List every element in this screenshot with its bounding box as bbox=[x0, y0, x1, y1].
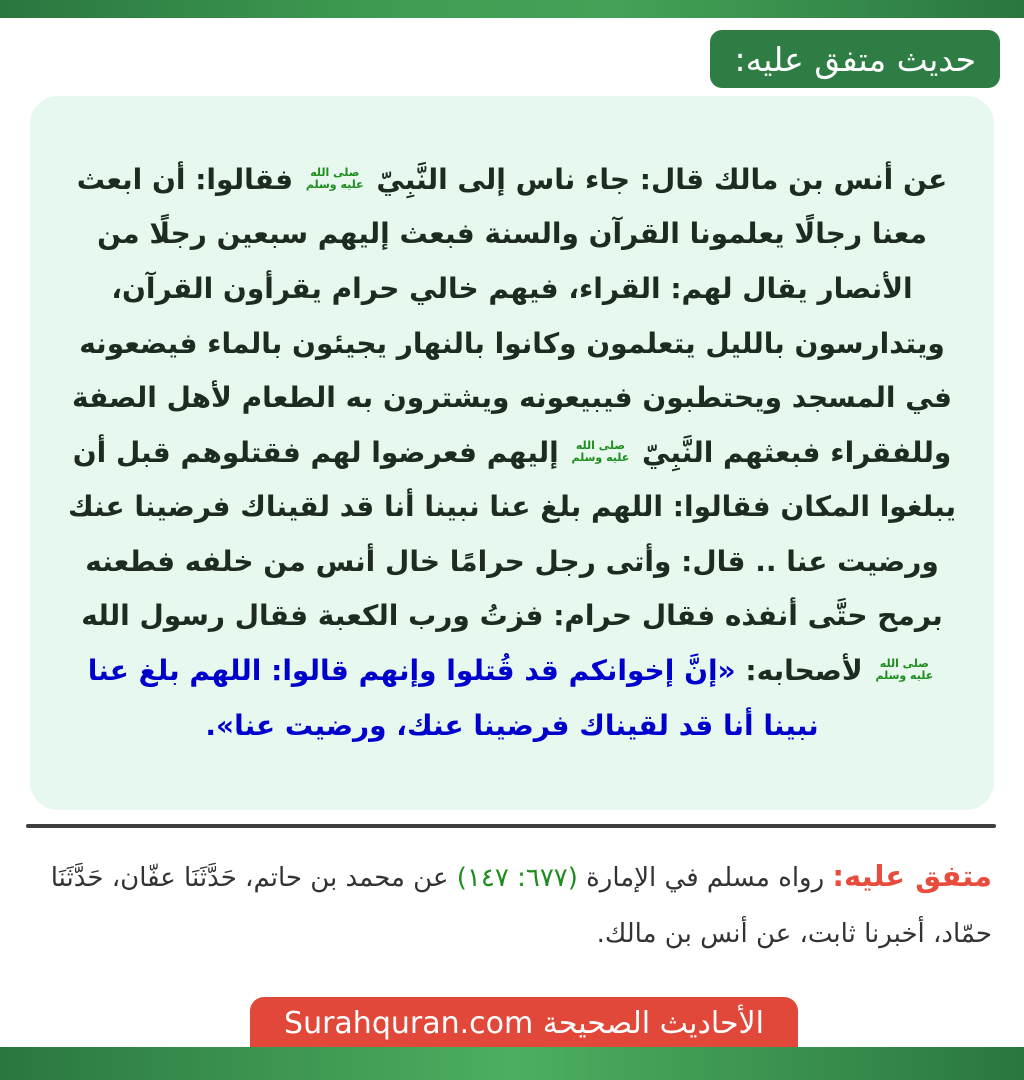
saw-symbol-icon: صلى الله عليه وسلم bbox=[875, 656, 934, 683]
saw-symbol-icon: صلى الله عليه وسلم bbox=[305, 165, 364, 191]
saw-symbol-icon: صلى الله عليه وسلم bbox=[571, 438, 630, 464]
hadith-segment: عن أنس بن مالك قال: جاء ناس إلى النَّبِيّ bbox=[366, 162, 948, 196]
hadith-segment: إليهم فعرضوا لهم فقتلوهم قبل أن يبلغوا المكان فقالوا: اللهم بلغ عنا نبينا أنا قد لقيناك فرضينا عنك ورضيت عنا .. قال: وأتى رجل حرامًا خال أنس من خلفه فطعنه برمح حتَّى أنفذه فقال حرام: فزتُ ورب الكعبة فقال رسول الله bbox=[67, 435, 957, 633]
source-segment: رواه مسلم في الإمارة bbox=[577, 863, 833, 893]
footer-banner-label: الأحاديث الصحيحة Surahquran.com bbox=[284, 1006, 764, 1041]
header-label: حديث متفق عليه: bbox=[734, 39, 976, 79]
source-paragraph bbox=[32, 846, 992, 961]
hadith-card bbox=[30, 96, 994, 810]
source-segment: متفق عليه: bbox=[832, 859, 992, 893]
hadith-segment: «إنَّ إخوانكم قد قُتلوا وإنهم قالوا: اللهم بلغ عنا نبينا أنا قد لقيناك فرضينا عنك، ورضيت عنا». bbox=[87, 654, 819, 742]
bottom-border-bar bbox=[0, 1047, 1024, 1080]
header-badge bbox=[710, 30, 1000, 88]
hadith-segment: فقالوا: أن ابعث معنا رجالًا يعلمونا القرآن والسنة فبعث إليهم سبعين رجلًا من الأنصار يقال لهم: القراء، فيهم خالي حرام يقرأون القرآن، ويتدارسون بالليل يتعلمون وكانوا بالنهار يجيئون بالماء فيضعونه في المسجد ويحتطبون فيبيعونه ويشترون به الطعام لأهل الصفة وللفقراء فبعثهم النَّبِيّ bbox=[72, 162, 952, 469]
source-segment: (٦٧٧: ١٤٧) bbox=[456, 863, 578, 893]
source-segment: عن محمد بن حاتم، حَدَّثَنَا عفّان، حَدَّثَنَا حمّاد، أخبرنا ثابت، عن أنس بن مالك. bbox=[50, 863, 992, 949]
divider-line bbox=[26, 824, 996, 828]
hadith-text bbox=[56, 153, 968, 754]
hadith-segment: لأصحابه: bbox=[735, 654, 873, 688]
top-border-bar bbox=[0, 0, 1024, 18]
